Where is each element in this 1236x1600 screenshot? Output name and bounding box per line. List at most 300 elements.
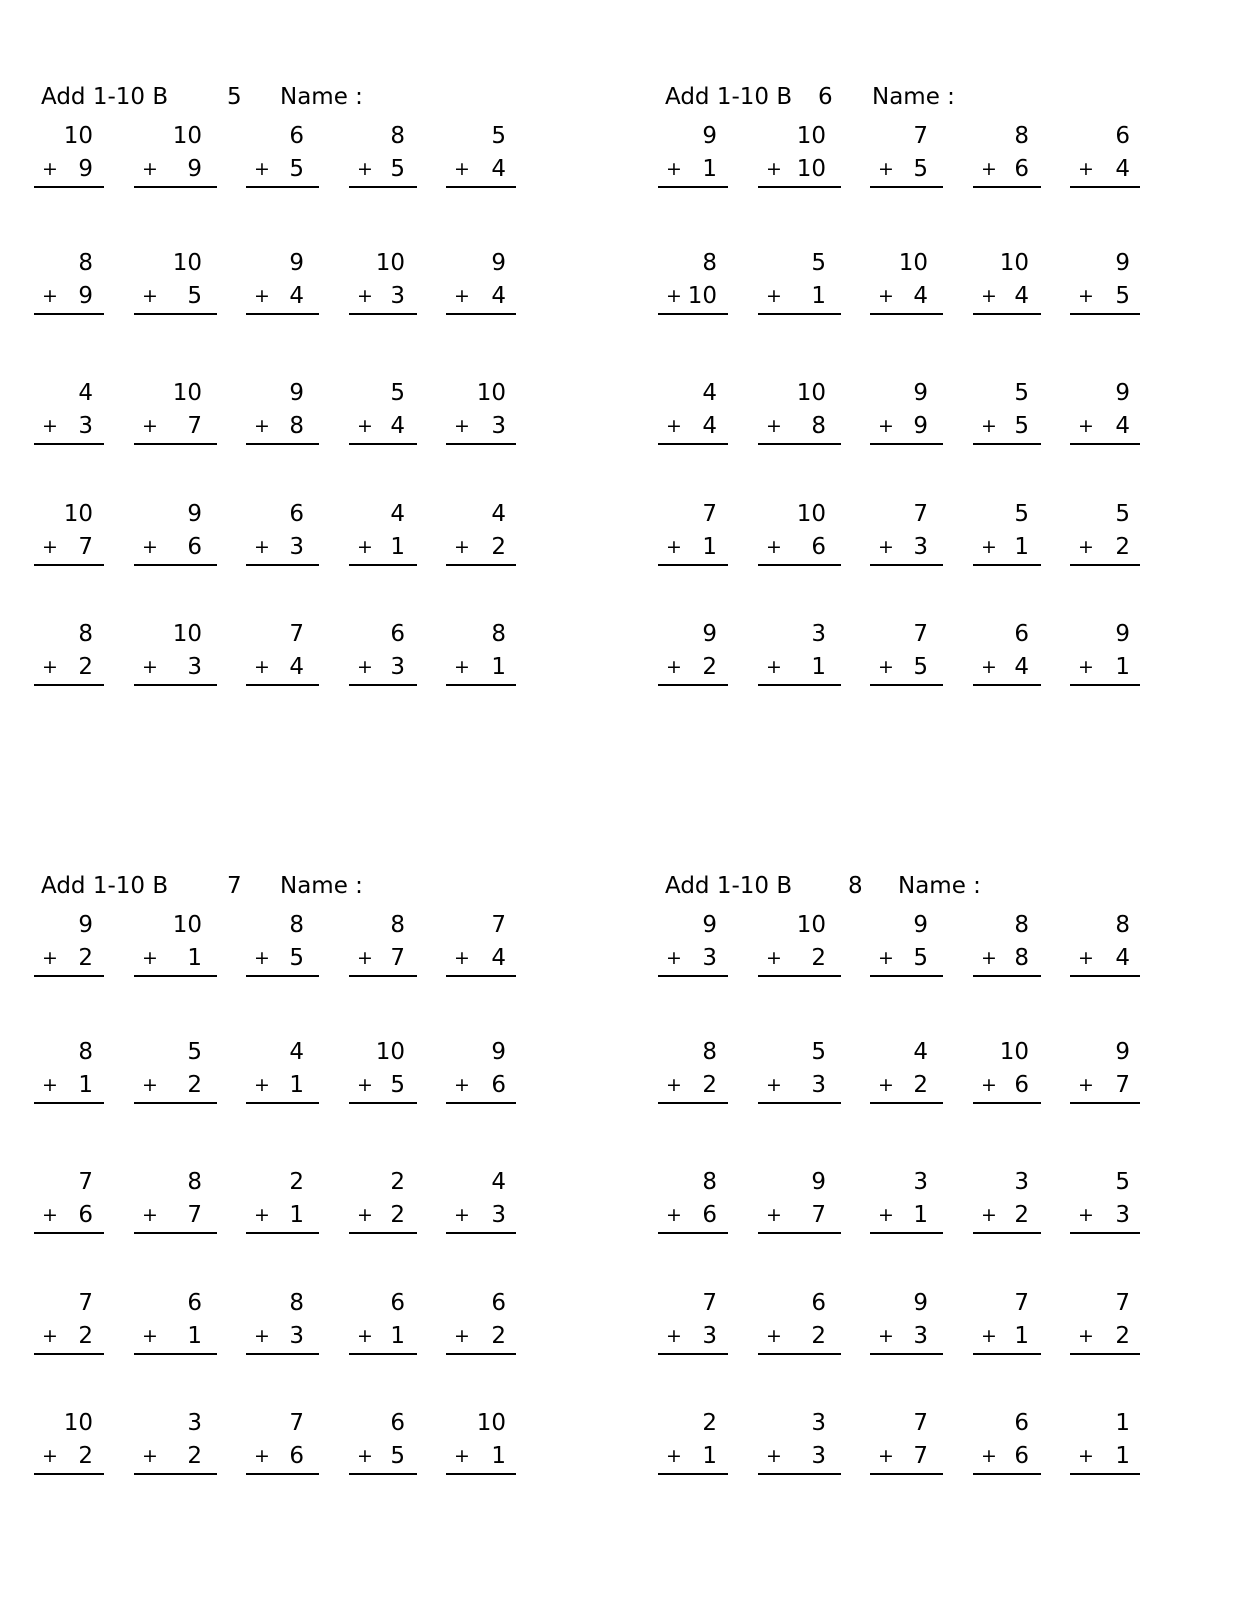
answer-line	[973, 443, 1041, 445]
addend-bottom: 4	[1014, 654, 1029, 680]
answer-line	[973, 975, 1041, 977]
addition-problem	[658, 1289, 728, 1357]
plus-sign: +	[454, 656, 470, 678]
addend-top: 8	[187, 1169, 202, 1195]
addition-problem	[134, 500, 217, 568]
addition-problem	[134, 620, 217, 688]
addition-problem	[446, 620, 516, 688]
addition-problem	[1070, 122, 1140, 190]
addend-top: 9	[811, 1169, 826, 1195]
addend-top: 9	[702, 123, 717, 149]
addend-bottom: 7	[390, 945, 405, 971]
addend-top: 7	[1115, 1290, 1130, 1316]
addition-problem	[446, 1168, 516, 1236]
addition-problem	[246, 1289, 319, 1357]
addend-bottom: 7	[78, 534, 93, 560]
addend-top: 2	[289, 1169, 304, 1195]
answer-line	[758, 975, 841, 977]
addend-top: 2	[390, 1169, 405, 1195]
addend-top: 10	[796, 123, 826, 149]
plus-sign: +	[142, 1445, 158, 1467]
addend-bottom: 5	[1014, 413, 1029, 439]
addend-bottom: 4	[491, 945, 506, 971]
answer-line	[134, 1232, 217, 1234]
answer-line	[246, 313, 319, 315]
addition-problem	[870, 379, 943, 447]
addend-bottom: 2	[702, 1072, 717, 1098]
addend-bottom: 2	[913, 1072, 928, 1098]
addition-problem	[134, 1038, 217, 1106]
answer-line	[446, 975, 516, 977]
name-label: Name :	[280, 84, 363, 110]
plus-sign: +	[357, 1074, 373, 1096]
addend-top: 10	[63, 1410, 93, 1436]
addend-top: 8	[1115, 912, 1130, 938]
addend-bottom: 2	[811, 1323, 826, 1349]
addition-problem	[870, 911, 943, 979]
answer-line	[973, 1473, 1041, 1475]
plus-sign: +	[42, 947, 58, 969]
plus-sign: +	[766, 1445, 782, 1467]
answer-line	[1070, 1353, 1140, 1355]
addition-problem	[349, 1289, 417, 1357]
addend-top: 3	[187, 1410, 202, 1436]
addend-top: 7	[913, 621, 928, 647]
addition-problem	[758, 911, 841, 979]
addition-problem	[246, 911, 319, 979]
addition-problem	[446, 1038, 516, 1106]
plus-sign: +	[981, 1325, 997, 1347]
addend-bottom: 7	[187, 1202, 202, 1228]
plus-sign: +	[42, 536, 58, 558]
answer-line	[870, 684, 943, 686]
addition-problem	[446, 249, 516, 317]
addend-bottom: 2	[491, 1323, 506, 1349]
plus-sign: +	[357, 415, 373, 437]
worksheet-number: 6	[818, 84, 833, 110]
addend-bottom: 1	[811, 283, 826, 309]
addend-bottom: 3	[702, 945, 717, 971]
addend-top: 9	[289, 380, 304, 406]
addend-bottom: 5	[390, 1072, 405, 1098]
addition-problem	[758, 1168, 841, 1236]
addend-bottom: 2	[1115, 1323, 1130, 1349]
addend-top: 8	[78, 1039, 93, 1065]
addition-problem	[349, 500, 417, 568]
answer-line	[446, 443, 516, 445]
addend-bottom: 4	[913, 283, 928, 309]
plus-sign: +	[42, 1325, 58, 1347]
addend-top: 9	[78, 912, 93, 938]
plus-sign: +	[766, 158, 782, 180]
addend-top: 6	[187, 1290, 202, 1316]
plus-sign: +	[454, 1204, 470, 1226]
answer-line	[446, 1232, 516, 1234]
addend-top: 2	[702, 1410, 717, 1436]
addition-problem	[446, 500, 516, 568]
addend-top: 9	[702, 912, 717, 938]
addition-problem	[870, 620, 943, 688]
answer-line	[1070, 975, 1140, 977]
addend-bottom: 1	[491, 654, 506, 680]
addition-problem	[870, 1409, 943, 1477]
plus-sign: +	[1078, 1325, 1094, 1347]
plus-sign: +	[454, 1445, 470, 1467]
addend-bottom: 1	[1014, 1323, 1029, 1349]
addend-bottom: 1	[702, 534, 717, 560]
plus-sign: +	[454, 536, 470, 558]
addend-bottom: 7	[913, 1443, 928, 1469]
plus-sign: +	[142, 285, 158, 307]
plus-sign: +	[981, 947, 997, 969]
answer-line	[658, 313, 728, 315]
answer-line	[758, 1232, 841, 1234]
plus-sign: +	[357, 1325, 373, 1347]
answer-line	[34, 684, 104, 686]
addend-top: 9	[289, 250, 304, 276]
addend-bottom: 8	[1014, 945, 1029, 971]
addend-bottom: 2	[78, 1323, 93, 1349]
plus-sign: +	[981, 1445, 997, 1467]
addend-bottom: 1	[187, 945, 202, 971]
addend-top: 7	[913, 123, 928, 149]
plus-sign: +	[357, 1445, 373, 1467]
answer-line	[758, 186, 841, 188]
addition-problem	[973, 1289, 1041, 1357]
addend-top: 6	[811, 1290, 826, 1316]
addition-problem	[870, 1038, 943, 1106]
name-label: Name :	[872, 84, 955, 110]
plus-sign: +	[1078, 656, 1094, 678]
addition-problem	[349, 911, 417, 979]
addend-bottom: 1	[289, 1072, 304, 1098]
answer-line	[134, 564, 217, 566]
addition-problem	[34, 379, 104, 447]
addend-top: 8	[289, 912, 304, 938]
answer-line	[246, 443, 319, 445]
addend-top: 9	[491, 1039, 506, 1065]
answer-line	[134, 1473, 217, 1475]
plus-sign: +	[878, 947, 894, 969]
addend-top: 6	[491, 1290, 506, 1316]
plus-sign: +	[666, 1204, 682, 1226]
answer-line	[758, 443, 841, 445]
plus-sign: +	[357, 947, 373, 969]
addend-top: 8	[390, 912, 405, 938]
addend-top: 10	[375, 1039, 405, 1065]
plus-sign: +	[981, 536, 997, 558]
addend-bottom: 6	[187, 534, 202, 560]
addend-bottom: 3	[913, 534, 928, 560]
addend-bottom: 2	[78, 1443, 93, 1469]
answer-line	[349, 186, 417, 188]
addition-problem	[758, 1289, 841, 1357]
addend-bottom: 5	[390, 156, 405, 182]
addend-top: 3	[1014, 1169, 1029, 1195]
addend-bottom: 1	[913, 1202, 928, 1228]
addition-problem	[34, 911, 104, 979]
addend-top: 10	[63, 123, 93, 149]
answer-line	[246, 1232, 319, 1234]
addend-top: 4	[78, 380, 93, 406]
addend-bottom: 3	[491, 413, 506, 439]
addend-top: 6	[390, 1410, 405, 1436]
addend-top: 7	[289, 621, 304, 647]
plus-sign: +	[1078, 536, 1094, 558]
addend-bottom: 3	[78, 413, 93, 439]
addend-bottom: 2	[1115, 534, 1130, 560]
name-label: Name :	[898, 873, 981, 899]
addition-problem	[658, 122, 728, 190]
answer-line	[870, 975, 943, 977]
addend-top: 8	[491, 621, 506, 647]
addend-bottom: 1	[289, 1202, 304, 1228]
addend-bottom: 1	[491, 1443, 506, 1469]
answer-line	[349, 975, 417, 977]
addition-problem	[1070, 500, 1140, 568]
addend-top: 6	[1014, 621, 1029, 647]
addend-bottom: 2	[78, 945, 93, 971]
addend-bottom: 4	[702, 413, 717, 439]
plus-sign: +	[766, 415, 782, 437]
plus-sign: +	[666, 1445, 682, 1467]
plus-sign: +	[766, 536, 782, 558]
addend-top: 8	[1014, 912, 1029, 938]
plus-sign: +	[357, 285, 373, 307]
addend-top: 6	[390, 1290, 405, 1316]
addition-problem	[973, 620, 1041, 688]
addend-bottom: 1	[187, 1323, 202, 1349]
answer-line	[34, 186, 104, 188]
addend-bottom: 4	[1115, 156, 1130, 182]
answer-line	[34, 1232, 104, 1234]
answer-line	[446, 1473, 516, 1475]
plus-sign: +	[878, 158, 894, 180]
addition-problem	[349, 1168, 417, 1236]
addend-top: 10	[999, 250, 1029, 276]
addition-problem	[34, 500, 104, 568]
addition-problem	[658, 500, 728, 568]
plus-sign: +	[666, 536, 682, 558]
plus-sign: +	[666, 656, 682, 678]
addend-bottom: 3	[913, 1323, 928, 1349]
answer-line	[246, 186, 319, 188]
addition-problem	[34, 122, 104, 190]
addend-top: 9	[1115, 250, 1130, 276]
answer-line	[870, 1102, 943, 1104]
addend-top: 10	[796, 912, 826, 938]
addend-top: 9	[1115, 380, 1130, 406]
addend-bottom: 2	[1014, 1202, 1029, 1228]
addend-top: 3	[811, 1410, 826, 1436]
addend-bottom: 1	[78, 1072, 93, 1098]
plus-sign: +	[666, 947, 682, 969]
addend-top: 9	[187, 501, 202, 527]
addition-problem	[349, 1038, 417, 1106]
answer-line	[658, 1473, 728, 1475]
answer-line	[870, 186, 943, 188]
addend-top: 5	[811, 250, 826, 276]
addition-problem	[973, 911, 1041, 979]
addend-bottom: 3	[289, 1323, 304, 1349]
answer-line	[134, 313, 217, 315]
answer-line	[758, 313, 841, 315]
plus-sign: +	[254, 656, 270, 678]
addition-problem	[758, 1409, 841, 1477]
plus-sign: +	[254, 536, 270, 558]
addition-problem	[758, 1038, 841, 1106]
addend-bottom: 1	[390, 1323, 405, 1349]
addend-bottom: 6	[1014, 156, 1029, 182]
answer-line	[658, 564, 728, 566]
addition-problem	[973, 1409, 1041, 1477]
addend-top: 7	[702, 501, 717, 527]
answer-line	[34, 313, 104, 315]
addend-top: 10	[172, 123, 202, 149]
addition-problem	[349, 379, 417, 447]
addend-bottom: 3	[702, 1323, 717, 1349]
addend-top: 10	[172, 621, 202, 647]
answer-line	[658, 1353, 728, 1355]
addend-top: 10	[796, 501, 826, 527]
worksheet	[658, 84, 1218, 704]
addition-problem	[1070, 249, 1140, 317]
addend-top: 8	[78, 621, 93, 647]
addend-top: 3	[811, 621, 826, 647]
addend-top: 3	[913, 1169, 928, 1195]
worksheet	[658, 873, 1218, 1493]
addition-problem	[446, 1289, 516, 1357]
plus-sign: +	[878, 1325, 894, 1347]
addend-top: 5	[1014, 380, 1029, 406]
addend-bottom: 3	[811, 1443, 826, 1469]
addend-top: 7	[78, 1169, 93, 1195]
addition-problem	[973, 1168, 1041, 1236]
addend-bottom: 9	[913, 413, 928, 439]
answer-line	[134, 186, 217, 188]
plus-sign: +	[254, 415, 270, 437]
addition-problem	[658, 1409, 728, 1477]
addend-bottom: 1	[1014, 534, 1029, 560]
addend-top: 6	[390, 621, 405, 647]
addition-problem	[758, 249, 841, 317]
worksheet	[34, 84, 594, 704]
plus-sign: +	[666, 285, 682, 307]
answer-line	[134, 1353, 217, 1355]
addend-top: 10	[476, 1410, 506, 1436]
addend-bottom: 8	[811, 413, 826, 439]
answer-line	[973, 684, 1041, 686]
answer-line	[34, 1353, 104, 1355]
plus-sign: +	[142, 536, 158, 558]
plus-sign: +	[142, 1325, 158, 1347]
addition-problem	[973, 500, 1041, 568]
addend-bottom: 4	[491, 156, 506, 182]
addend-top: 8	[702, 250, 717, 276]
answer-line	[973, 186, 1041, 188]
addition-problem	[134, 249, 217, 317]
answer-line	[349, 684, 417, 686]
addend-bottom: 4	[289, 283, 304, 309]
addition-problem	[658, 1168, 728, 1236]
plus-sign: +	[254, 1325, 270, 1347]
addend-bottom: 10	[687, 283, 717, 309]
addend-top: 5	[811, 1039, 826, 1065]
addition-problem	[246, 1038, 319, 1106]
addition-problem	[349, 1409, 417, 1477]
addend-bottom: 5	[913, 945, 928, 971]
plus-sign: +	[1078, 947, 1094, 969]
addend-top: 10	[63, 501, 93, 527]
addition-problem	[134, 1168, 217, 1236]
answer-line	[246, 684, 319, 686]
answer-line	[973, 1102, 1041, 1104]
answer-line	[446, 684, 516, 686]
addend-bottom: 4	[1115, 945, 1130, 971]
answer-line	[246, 1473, 319, 1475]
answer-line	[246, 975, 319, 977]
plus-sign: +	[878, 285, 894, 307]
addend-bottom: 4	[1014, 283, 1029, 309]
answer-line	[134, 1102, 217, 1104]
answer-line	[870, 443, 943, 445]
answer-line	[34, 1473, 104, 1475]
addition-problem	[1070, 1038, 1140, 1106]
plus-sign: +	[142, 947, 158, 969]
plus-sign: +	[878, 415, 894, 437]
addition-problem	[658, 911, 728, 979]
addition-problem	[446, 379, 516, 447]
answer-line	[758, 1473, 841, 1475]
answer-line	[349, 564, 417, 566]
addend-bottom: 6	[1014, 1443, 1029, 1469]
answer-line	[658, 186, 728, 188]
answer-line	[758, 1353, 841, 1355]
addition-problem	[870, 1168, 943, 1236]
addend-bottom: 5	[187, 283, 202, 309]
answer-line	[658, 684, 728, 686]
answer-line	[658, 1102, 728, 1104]
addend-top: 4	[913, 1039, 928, 1065]
answer-line	[134, 443, 217, 445]
addition-problem	[1070, 1168, 1140, 1236]
answer-line	[1070, 313, 1140, 315]
addition-problem	[134, 1409, 217, 1477]
answer-line	[973, 1353, 1041, 1355]
addition-problem	[446, 911, 516, 979]
plus-sign: +	[878, 1204, 894, 1226]
addend-bottom: 4	[390, 413, 405, 439]
addition-problem	[134, 911, 217, 979]
answer-line	[246, 564, 319, 566]
addend-top: 4	[702, 380, 717, 406]
addend-bottom: 2	[702, 654, 717, 680]
plus-sign: +	[766, 1074, 782, 1096]
addition-problem	[758, 379, 841, 447]
addend-bottom: 2	[811, 945, 826, 971]
addend-top: 10	[172, 250, 202, 276]
addend-bottom: 4	[1115, 413, 1130, 439]
answer-line	[349, 1102, 417, 1104]
addition-problem	[34, 1289, 104, 1357]
addition-problem	[1070, 620, 1140, 688]
plus-sign: +	[42, 656, 58, 678]
plus-sign: +	[1078, 158, 1094, 180]
addition-problem	[1070, 1409, 1140, 1477]
addition-problem	[658, 1038, 728, 1106]
answer-line	[1070, 443, 1140, 445]
addend-bottom: 6	[1014, 1072, 1029, 1098]
